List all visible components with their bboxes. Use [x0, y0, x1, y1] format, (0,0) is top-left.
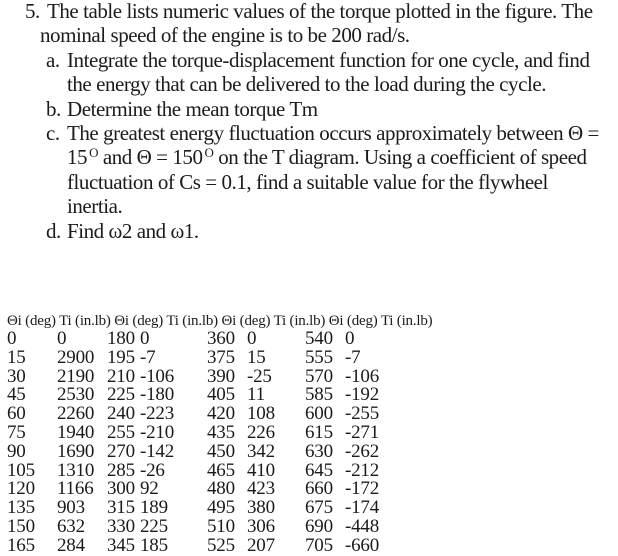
table-cell: 105	[7, 459, 35, 481]
table-cell: 15	[247, 346, 266, 368]
item-c-line-1	[46, 121, 599, 145]
degree-superscript: O	[89, 145, 99, 160]
table-cell: 90	[7, 440, 26, 462]
item-a-line-1	[46, 48, 590, 72]
table-cell: 225	[140, 515, 168, 537]
table-cell: -262	[345, 440, 380, 462]
problem-number: 5.	[25, 0, 40, 23]
table-header: Θi (deg) Ti (in.lb) Θi (deg) Ti (in.lb) Θi (deg) Ti (in.lb) Θi (deg) Ti (in.lb)	[7, 313, 433, 329]
problem-intro-line-2: nominal speed of the engine is to be 200 rad/s.	[40, 23, 410, 47]
table-cell: 75	[7, 421, 26, 443]
table-cell: 675	[305, 497, 333, 519]
text-run: 15	[67, 145, 88, 169]
item-a-marker: a.	[46, 48, 60, 72]
table-cell: 284	[57, 534, 85, 556]
table-row	[0, 421, 618, 443]
table-cell: -26	[140, 459, 165, 481]
table-cell: -25	[247, 365, 272, 387]
torque-table	[0, 330, 618, 556]
table-cell: 1166	[57, 478, 94, 500]
table-cell: 420	[207, 403, 235, 425]
text-run: on the T diagram. Using a coefficient of speed	[213, 145, 587, 169]
table-cell: 300	[107, 478, 135, 500]
item-c-line-2	[67, 145, 587, 169]
table-cell: 540	[305, 328, 333, 349]
table-cell: 345	[107, 534, 135, 556]
table-cell: 45	[7, 384, 26, 406]
table-cell: 690	[305, 515, 333, 537]
item-c-line-4: inertia.	[67, 194, 123, 218]
table-cell: 660	[305, 478, 333, 500]
table-cell: -192	[345, 384, 380, 406]
table-cell: 510	[207, 515, 235, 537]
table-cell: 380	[247, 497, 275, 519]
table-cell: 185	[140, 534, 168, 556]
text-run: Integrate the torque-displacement function for one cycle, and find	[67, 48, 590, 72]
table-cell: 410	[247, 459, 275, 481]
table-cell: 165	[7, 534, 35, 556]
table-cell: 306	[247, 515, 275, 537]
table-cell: -210	[140, 421, 175, 443]
table-cell: 0	[7, 328, 17, 349]
table-cell: 0	[140, 328, 150, 349]
table-cell: 903	[57, 497, 85, 519]
table-cell: 342	[247, 440, 275, 462]
item-d-marker: d.	[46, 219, 61, 243]
table-cell: 2260	[57, 403, 95, 425]
table-cell: 465	[207, 459, 235, 481]
table-cell: 11	[247, 384, 265, 406]
table-cell: 330	[107, 515, 135, 537]
table-cell: 1690	[57, 440, 95, 462]
table-cell: 210	[107, 365, 135, 387]
table-cell: 15	[7, 346, 26, 368]
table-cell: 60	[7, 403, 26, 425]
table-cell: 480	[207, 478, 235, 500]
table-cell: 615	[305, 421, 333, 443]
text-run: and Θ = 150	[98, 145, 203, 169]
table-cell: -660	[345, 534, 380, 556]
degree-superscript: O	[204, 145, 214, 160]
table-cell: 2900	[57, 346, 95, 368]
table-cell: 435	[207, 421, 235, 443]
table-cell: 585	[305, 384, 333, 406]
table-cell: 632	[57, 515, 85, 537]
table-cell: 705	[305, 534, 333, 556]
item-d-line-1	[46, 219, 199, 243]
table-cell: 240	[107, 403, 135, 425]
table-cell: 495	[207, 497, 235, 519]
table-cell: 0	[247, 328, 257, 349]
table-cell: -7	[140, 346, 156, 368]
table-cell: -106	[140, 365, 175, 387]
table-cell: 207	[247, 534, 275, 556]
table-cell: 630	[305, 440, 333, 462]
text-run: Determine the mean torque Tm	[67, 97, 318, 121]
table-cell: 195	[107, 346, 135, 368]
table-cell: -212	[345, 459, 380, 481]
table-cell: 180	[107, 328, 135, 349]
table-cell: 255	[107, 421, 135, 443]
table-cell: 285	[107, 459, 135, 481]
table-cell: -172	[345, 478, 380, 500]
table-cell: -271	[345, 421, 380, 443]
table-cell: 1310	[57, 459, 95, 481]
table-cell: 92	[140, 478, 159, 500]
table-cell: -448	[345, 515, 380, 537]
table-cell: 525	[207, 534, 235, 556]
table-cell: 189	[140, 497, 168, 519]
table-cell: -106	[345, 365, 380, 387]
table-cell: -7	[345, 346, 361, 368]
table-cell: 225	[107, 384, 135, 406]
table-cell: 270	[107, 440, 135, 462]
table-cell: 375	[207, 346, 235, 368]
text-run: The greatest energy fluctuation occurs approximately between Θ =	[67, 121, 599, 145]
table-cell: 1940	[57, 421, 95, 443]
table-cell: 135	[7, 497, 35, 519]
text-run: The table lists numeric values of the torque plotted in the figure. The	[47, 0, 593, 23]
item-c-marker: c.	[46, 121, 60, 145]
table-row	[0, 330, 618, 349]
table-cell: 555	[305, 346, 333, 368]
table-cell: -223	[140, 403, 175, 425]
table-cell: 450	[207, 440, 235, 462]
table-cell: 315	[107, 497, 135, 519]
table-cell: -174	[345, 497, 380, 519]
text-run: Find ω2 and ω1.	[67, 219, 199, 243]
table-cell: 2190	[57, 365, 95, 387]
table-cell: -142	[140, 440, 175, 462]
table-cell: 30	[7, 365, 26, 387]
table-cell: 108	[247, 403, 275, 425]
table-cell: 0	[345, 328, 355, 349]
table-cell: 423	[247, 478, 275, 500]
table-cell: 120	[7, 478, 35, 500]
table-row	[0, 346, 618, 368]
table-cell: 390	[207, 365, 235, 387]
table-row	[0, 440, 618, 462]
item-b-marker: b.	[46, 97, 61, 121]
table-cell: 0	[57, 328, 67, 349]
table-cell: 600	[305, 403, 333, 425]
item-c-line-3: fluctuation of Cs = 0.1, find a suitable value for the flywheel	[67, 170, 548, 194]
table-cell: -180	[140, 384, 175, 406]
problem-intro-line-1	[25, 0, 593, 23]
table-cell: 645	[305, 459, 333, 481]
table-cell: -255	[345, 403, 380, 425]
table-cell: 405	[207, 384, 235, 406]
item-a-line-2: the energy that can be delivered to the load during the cycle.	[67, 72, 547, 96]
table-cell: 2530	[57, 384, 95, 406]
table-cell: 226	[247, 421, 275, 443]
table-cell: 360	[207, 328, 235, 349]
item-b-line-1	[46, 97, 318, 121]
table-cell: 150	[7, 515, 35, 537]
table-cell: 570	[305, 365, 333, 387]
table-row	[0, 515, 618, 537]
